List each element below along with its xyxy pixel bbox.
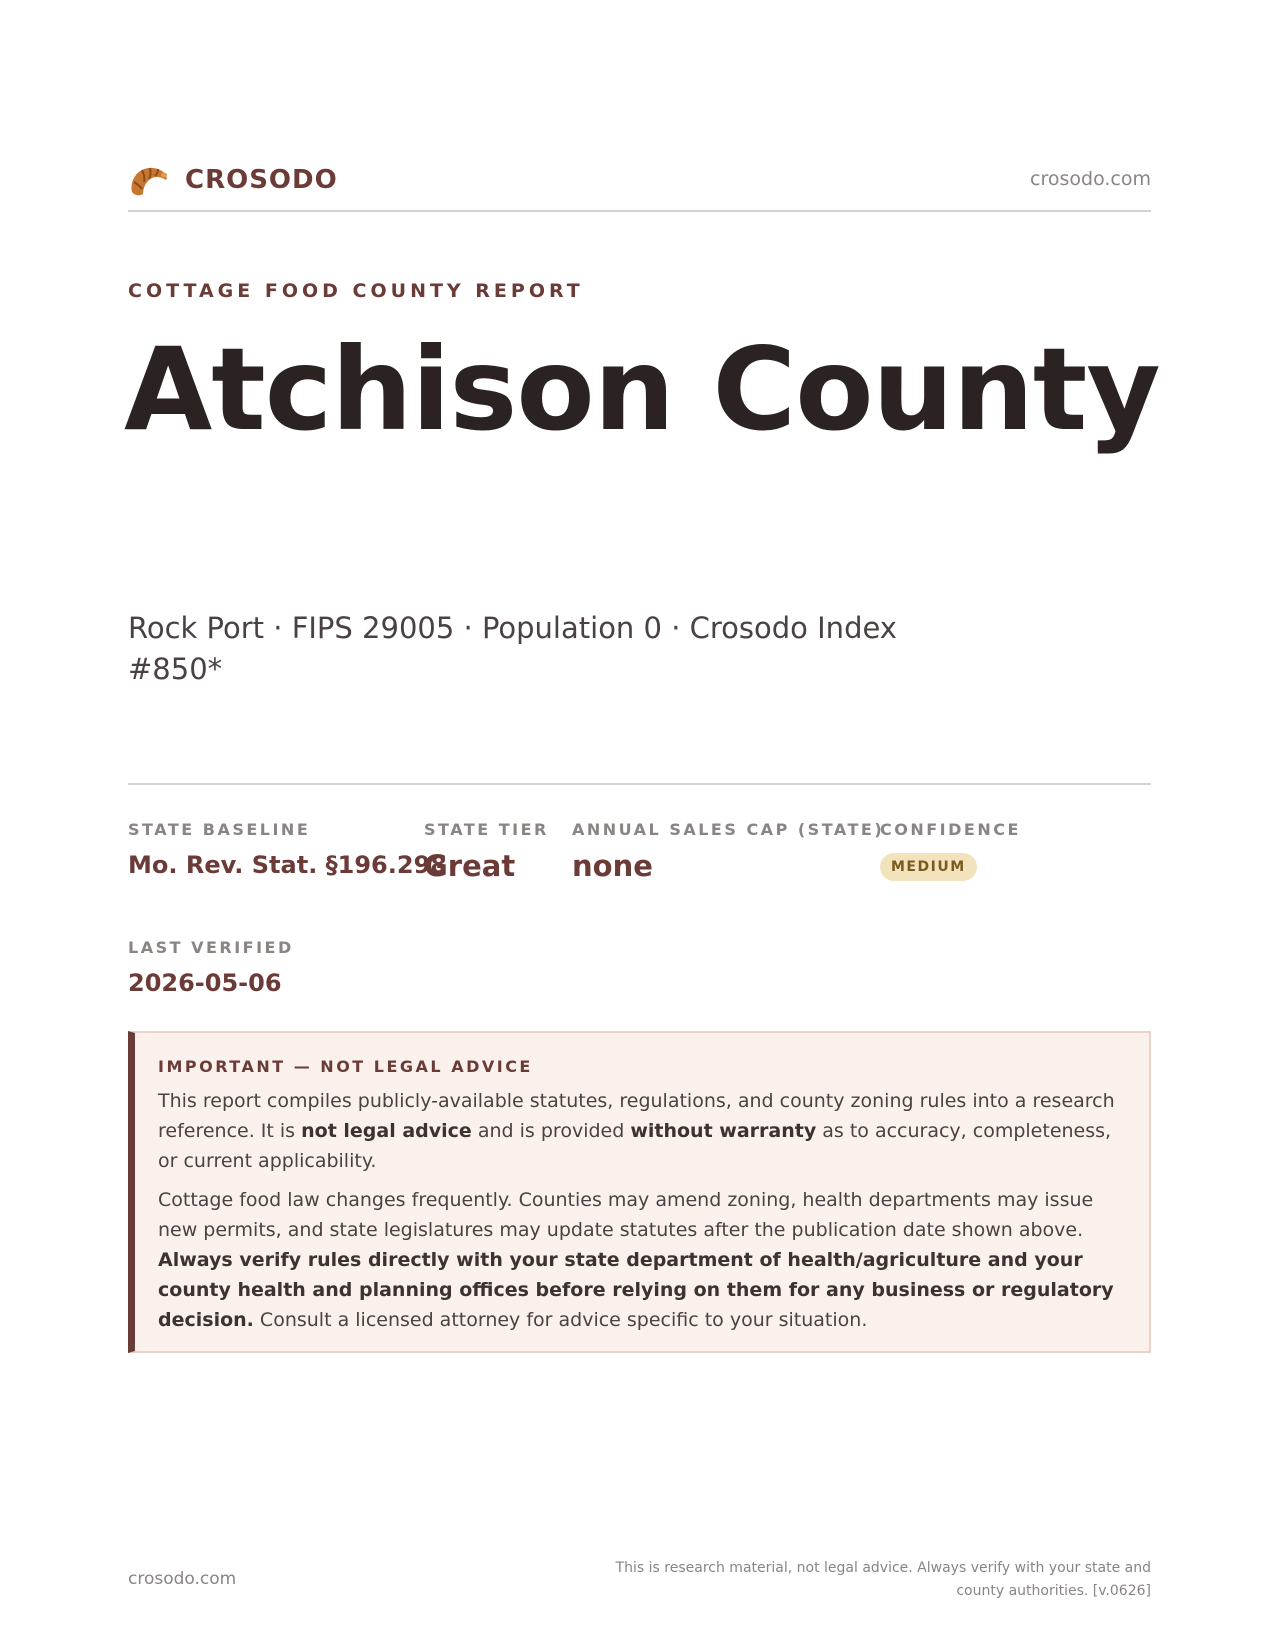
notice-title: IMPORTANT — NOT LEGAL ADVICE [158,1057,533,1076]
notice-text: Cottage food law changes frequently. Counties may amend zoning, health departments may issue new permits, and state legislatures may update statutes after the publication date shown above. [158,1189,1094,1241]
stat-value: Great [424,849,516,883]
stat-label: STATE BASELINE [128,820,311,839]
stat-label: CONFIDENCE [880,820,1021,839]
footer-disclaimer: This is research material, not legal advice. Always verify with your state and county authorities. [v.0626] [615,1560,1151,1599]
page-title: Atchison County [124,323,1160,456]
stat-last-verified [128,938,294,997]
stat-value: 2026-05-06 [128,969,282,997]
confidence-badge: MEDIUM [880,853,977,881]
notice-text: and is provided [471,1120,631,1142]
notice-text: as to accuracy, completeness, or current applicability. [158,1120,1112,1172]
notice-emphasis: Always verify rules directly with your state department of health/agriculture and your county health and planning offices before relying on them for any business or regulatory decision. [158,1249,1114,1331]
brand-name: CROSODO [185,165,338,195]
notice-paragraph [158,1185,1133,1335]
stat-label: STATE TIER [424,820,549,839]
notice-text: This report compiles publicly-available statutes, regulations, and county zoning rules into a research reference. It is [158,1090,1115,1142]
section-divider [128,783,1151,785]
notice-emphasis: without warranty [630,1120,817,1142]
croissant-icon [128,162,170,200]
stat-label: ANNUAL SALES CAP (STATE) [572,820,885,839]
stat-sales-cap [572,820,884,883]
site-url[interactable]: crosodo.com [1030,168,1151,190]
stat-label: LAST VERIFIED [128,938,294,957]
notice-text: Consult a licensed attorney for advice specific to your situation. [253,1309,868,1331]
report-eyebrow: COTTAGE FOOD COUNTY REPORT [128,280,584,302]
notice-paragraph [158,1086,1133,1176]
notice-emphasis: not legal advice [301,1120,472,1142]
footer-site[interactable]: crosodo.com [128,1569,237,1589]
stat-state-baseline [128,820,447,879]
legal-notice [128,1031,1151,1353]
stat-value: none [572,849,653,883]
stat-confidence [880,820,1021,881]
report-page [124,0,1160,1650]
report-subtitle: Rock Port · FIPS 29005 · Population 0 · Crosodo Index #850* [128,611,897,686]
page-header [128,160,1151,210]
stat-value: Mo. Rev. Stat. §196.298 [128,851,447,879]
stat-state-tier [424,820,549,883]
header-divider [128,210,1151,212]
